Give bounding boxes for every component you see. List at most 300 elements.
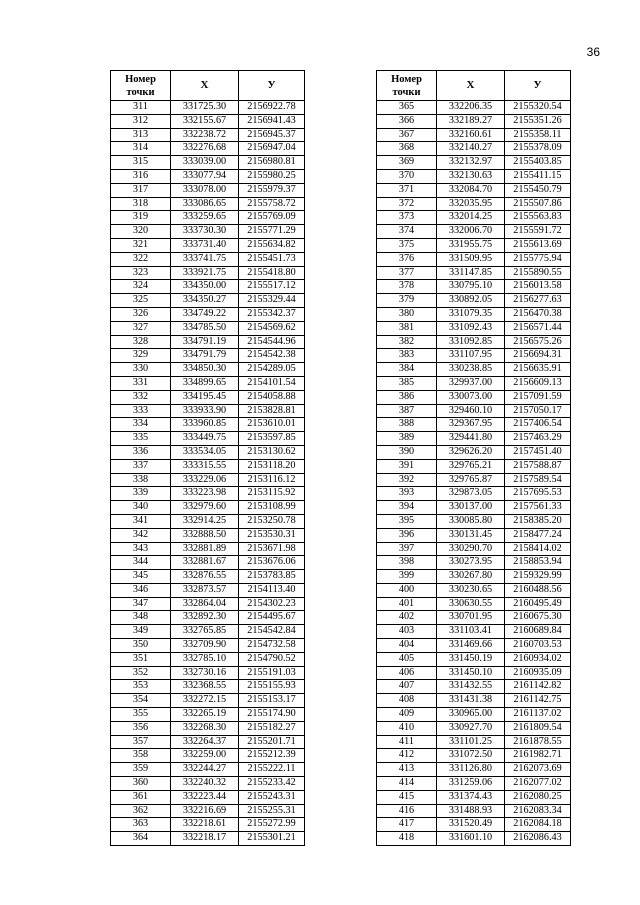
- table-row: [111, 238, 305, 252]
- table-row: [377, 666, 571, 680]
- x-coordinate-cell: 330701.95: [437, 611, 505, 625]
- point-number-cell: 382: [377, 335, 437, 349]
- x-coordinate-cell: 331432.55: [437, 680, 505, 694]
- x-coordinate-cell: 331601.10: [437, 832, 505, 846]
- table-row: [111, 404, 305, 418]
- x-coordinate-cell: 334791.79: [171, 349, 239, 363]
- table-row: [377, 528, 571, 542]
- y-coordinate-cell: 2158385.20: [505, 514, 571, 528]
- x-coordinate-cell: 331509.95: [437, 252, 505, 266]
- y-coordinate-cell: 2155771.29: [239, 225, 305, 239]
- x-coordinate-cell: 330290.70: [437, 542, 505, 556]
- point-number-cell: 334: [111, 418, 171, 432]
- point-number-cell: 326: [111, 307, 171, 321]
- point-number-cell: 336: [111, 445, 171, 459]
- x-coordinate-cell: 333730.30: [171, 225, 239, 239]
- y-coordinate-cell: 2155758.72: [239, 197, 305, 211]
- y-coordinate-cell: 2155775.94: [505, 252, 571, 266]
- coordinates-table-right: [376, 70, 571, 846]
- x-header: X: [437, 71, 505, 101]
- table-row: [377, 680, 571, 694]
- table-row: [377, 363, 571, 377]
- y-coordinate-cell: 2155233.42: [239, 777, 305, 791]
- point-number-cell: 386: [377, 390, 437, 404]
- x-coordinate-cell: 329873.05: [437, 487, 505, 501]
- y-coordinate-cell: 2153115.92: [239, 487, 305, 501]
- point-number-cell: 416: [377, 804, 437, 818]
- y-coordinate-cell: 2157561.33: [505, 501, 571, 515]
- point-number-cell: 412: [377, 749, 437, 763]
- table-row: [377, 294, 571, 308]
- y-coordinate-cell: 2161142.82: [505, 680, 571, 694]
- table-row: [111, 376, 305, 390]
- table-row: [111, 473, 305, 487]
- point-number-cell: 332: [111, 390, 171, 404]
- table-row: [377, 390, 571, 404]
- table-row: [377, 514, 571, 528]
- point-number-cell: 379: [377, 294, 437, 308]
- x-coordinate-cell: 331520.49: [437, 818, 505, 832]
- x-coordinate-cell: 329367.95: [437, 418, 505, 432]
- x-coordinate-cell: 334785.50: [171, 321, 239, 335]
- table-row: [377, 583, 571, 597]
- table-row: [377, 459, 571, 473]
- table-row: [111, 708, 305, 722]
- y-coordinate-cell: 2162084.18: [505, 818, 571, 832]
- table-row: [377, 749, 571, 763]
- y-coordinate-cell: 2156922.78: [239, 101, 305, 115]
- table-row: [111, 307, 305, 321]
- x-coordinate-cell: 332268.30: [171, 721, 239, 735]
- table-row: [377, 156, 571, 170]
- table-row: [377, 694, 571, 708]
- point-number-cell: 369: [377, 156, 437, 170]
- point-number-cell: 367: [377, 128, 437, 142]
- x-coordinate-cell: 330085.80: [437, 514, 505, 528]
- point-number-cell: 389: [377, 432, 437, 446]
- point-number-cell: 378: [377, 280, 437, 294]
- x-coordinate-cell: 330892.05: [437, 294, 505, 308]
- x-coordinate-cell: 331103.41: [437, 625, 505, 639]
- table-row: [111, 335, 305, 349]
- x-coordinate-cell: 333921.75: [171, 266, 239, 280]
- y-coordinate-cell: 2156571.44: [505, 321, 571, 335]
- y-coordinate-cell: 2160703.53: [505, 639, 571, 653]
- y-coordinate-cell: 2153116.12: [239, 473, 305, 487]
- point-number-cell: 388: [377, 418, 437, 432]
- y-coordinate-cell: 2156947.04: [239, 142, 305, 156]
- coordinates-table-left: [110, 70, 305, 846]
- point-number-cell: 400: [377, 583, 437, 597]
- table-row: [111, 749, 305, 763]
- table-row: [377, 818, 571, 832]
- point-number-cell: 329: [111, 349, 171, 363]
- x-coordinate-cell: 333534.05: [171, 445, 239, 459]
- point-number-cell: 347: [111, 597, 171, 611]
- table-row: [377, 432, 571, 446]
- x-coordinate-cell: 331488.93: [437, 804, 505, 818]
- y-coordinate-cell: 2153108.99: [239, 501, 305, 515]
- table-row: [111, 583, 305, 597]
- point-number-cell: 355: [111, 708, 171, 722]
- table-row: [111, 804, 305, 818]
- table-row: [111, 832, 305, 846]
- table-row: [377, 487, 571, 501]
- x-coordinate-cell: 332881.67: [171, 556, 239, 570]
- table-row: [377, 611, 571, 625]
- x-coordinate-cell: 332888.50: [171, 528, 239, 542]
- point-number-cell: 392: [377, 473, 437, 487]
- x-coordinate-cell: 332132.97: [437, 156, 505, 170]
- point-number-header: [377, 71, 437, 101]
- y-coordinate-cell: 2155358.11: [505, 128, 571, 142]
- point-number-cell: 415: [377, 790, 437, 804]
- y-coordinate-cell: 2160935.09: [505, 666, 571, 680]
- point-number-cell: 404: [377, 639, 437, 653]
- y-coordinate-cell: 2161137.02: [505, 708, 571, 722]
- table-row: [111, 211, 305, 225]
- point-number-cell: 383: [377, 349, 437, 363]
- point-number-cell: 417: [377, 818, 437, 832]
- table-row: [377, 238, 571, 252]
- table-row: [111, 225, 305, 239]
- table-row: [377, 114, 571, 128]
- table-row: [111, 625, 305, 639]
- point-number-cell: 345: [111, 570, 171, 584]
- x-coordinate-cell: 331450.19: [437, 652, 505, 666]
- table-row: [377, 183, 571, 197]
- table-row: [111, 790, 305, 804]
- x-coordinate-cell: 331450.10: [437, 666, 505, 680]
- point-number-cell: 365: [377, 101, 437, 115]
- table-row: [377, 777, 571, 791]
- point-number-cell: 323: [111, 266, 171, 280]
- point-number-cell: 330: [111, 363, 171, 377]
- x-coordinate-cell: 333741.75: [171, 252, 239, 266]
- table-row: [377, 404, 571, 418]
- y-header: У: [505, 71, 571, 101]
- table-row: [377, 735, 571, 749]
- table-row: [111, 252, 305, 266]
- point-number-cell: 342: [111, 528, 171, 542]
- point-number-cell: 322: [111, 252, 171, 266]
- point-number-cell: 407: [377, 680, 437, 694]
- table-row: [377, 708, 571, 722]
- y-coordinate-cell: 2155890.55: [505, 266, 571, 280]
- y-coordinate-cell: 2155174.90: [239, 708, 305, 722]
- table-row: [377, 542, 571, 556]
- table-row: [111, 652, 305, 666]
- x-coordinate-cell: 332272.15: [171, 694, 239, 708]
- y-coordinate-cell: 2153610.01: [239, 418, 305, 432]
- point-number-cell: 373: [377, 211, 437, 225]
- point-number-cell: 314: [111, 142, 171, 156]
- x-coordinate-cell: 334350.27: [171, 294, 239, 308]
- point-number-cell: 335: [111, 432, 171, 446]
- y-coordinate-cell: 2155634.82: [239, 238, 305, 252]
- table-body-right: [377, 101, 571, 846]
- point-number-cell: 368: [377, 142, 437, 156]
- table-row: [377, 307, 571, 321]
- y-coordinate-cell: 2157451.40: [505, 445, 571, 459]
- table-row: [111, 694, 305, 708]
- table-row: [377, 266, 571, 280]
- point-number-cell: 364: [111, 832, 171, 846]
- y-coordinate-cell: 2154495.67: [239, 611, 305, 625]
- table-row: [377, 101, 571, 115]
- point-number-cell: 414: [377, 777, 437, 791]
- x-coordinate-cell: 330795.10: [437, 280, 505, 294]
- table-row: [377, 142, 571, 156]
- y-coordinate-cell: 2155351.26: [505, 114, 571, 128]
- point-number-cell: 390: [377, 445, 437, 459]
- table-row: [377, 570, 571, 584]
- table-row: [111, 680, 305, 694]
- y-coordinate-cell: 2155191.03: [239, 666, 305, 680]
- header-label-line2: точки: [126, 86, 155, 98]
- table-row: [377, 639, 571, 653]
- x-coordinate-cell: 331469.66: [437, 639, 505, 653]
- point-number-cell: 316: [111, 169, 171, 183]
- x-coordinate-cell: 332140.27: [437, 142, 505, 156]
- y-coordinate-cell: 2157050.17: [505, 404, 571, 418]
- point-number-cell: 403: [377, 625, 437, 639]
- point-number-cell: 398: [377, 556, 437, 570]
- y-coordinate-cell: 2157588.87: [505, 459, 571, 473]
- x-coordinate-cell: 333933.90: [171, 404, 239, 418]
- table-row: [111, 763, 305, 777]
- table-row: [377, 625, 571, 639]
- table-body-left: [111, 101, 305, 846]
- y-coordinate-cell: 2156945.37: [239, 128, 305, 142]
- table-row: [111, 197, 305, 211]
- table-header-row: [377, 71, 571, 101]
- point-number-cell: 357: [111, 735, 171, 749]
- table-row: [111, 363, 305, 377]
- y-coordinate-cell: 2155342.37: [239, 307, 305, 321]
- table-row: [111, 556, 305, 570]
- y-coordinate-cell: 2155201.71: [239, 735, 305, 749]
- table-row: [377, 225, 571, 239]
- x-coordinate-cell: 333960.85: [171, 418, 239, 432]
- point-number-cell: 391: [377, 459, 437, 473]
- y-coordinate-cell: 2155222.11: [239, 763, 305, 777]
- x-coordinate-cell: 332709.90: [171, 639, 239, 653]
- table-row: [111, 514, 305, 528]
- x-coordinate-cell: 332218.17: [171, 832, 239, 846]
- table-row: [111, 735, 305, 749]
- y-coordinate-cell: 2155411.15: [505, 169, 571, 183]
- point-number-cell: 325: [111, 294, 171, 308]
- y-coordinate-cell: 2161809.54: [505, 721, 571, 735]
- x-coordinate-cell: 330630.55: [437, 597, 505, 611]
- x-coordinate-cell: 332160.61: [437, 128, 505, 142]
- table-row: [111, 445, 305, 459]
- y-coordinate-cell: 2155378.09: [505, 142, 571, 156]
- table-row: [377, 652, 571, 666]
- y-coordinate-cell: 2155563.83: [505, 211, 571, 225]
- y-coordinate-cell: 2155450.79: [505, 183, 571, 197]
- x-coordinate-cell: 330965.00: [437, 708, 505, 722]
- table-row: [111, 183, 305, 197]
- point-number-cell: 333: [111, 404, 171, 418]
- point-number-cell: 321: [111, 238, 171, 252]
- point-number-cell: 328: [111, 335, 171, 349]
- point-number-cell: 318: [111, 197, 171, 211]
- y-coordinate-cell: 2154790.52: [239, 652, 305, 666]
- y-coordinate-cell: 2155517.12: [239, 280, 305, 294]
- x-coordinate-cell: 332189.27: [437, 114, 505, 128]
- y-coordinate-cell: 2155243.31: [239, 790, 305, 804]
- table-row: [111, 280, 305, 294]
- table-row: [377, 349, 571, 363]
- table-row: [377, 501, 571, 515]
- x-coordinate-cell: 333078.00: [171, 183, 239, 197]
- point-number-cell: 396: [377, 528, 437, 542]
- y-header: У: [239, 71, 305, 101]
- x-coordinate-cell: 330137.00: [437, 501, 505, 515]
- y-coordinate-cell: 2158853.94: [505, 556, 571, 570]
- x-coordinate-cell: 332244.27: [171, 763, 239, 777]
- point-number-cell: 351: [111, 652, 171, 666]
- y-coordinate-cell: 2154113.40: [239, 583, 305, 597]
- y-coordinate-cell: 2155418.80: [239, 266, 305, 280]
- y-coordinate-cell: 2153676.06: [239, 556, 305, 570]
- table-row: [111, 777, 305, 791]
- x-coordinate-cell: 331259.06: [437, 777, 505, 791]
- y-coordinate-cell: 2157589.54: [505, 473, 571, 487]
- y-coordinate-cell: 2154569.62: [239, 321, 305, 335]
- y-coordinate-cell: 2155613.69: [505, 238, 571, 252]
- y-coordinate-cell: 2155255.31: [239, 804, 305, 818]
- point-number-cell: 376: [377, 252, 437, 266]
- page-number: 36: [586, 45, 600, 59]
- table-row: [377, 376, 571, 390]
- header-label-line1: Номер: [391, 73, 422, 85]
- y-coordinate-cell: 2161878.55: [505, 735, 571, 749]
- point-number-cell: 317: [111, 183, 171, 197]
- point-number-cell: 384: [377, 363, 437, 377]
- y-coordinate-cell: 2162080.25: [505, 790, 571, 804]
- x-coordinate-cell: 334350.00: [171, 280, 239, 294]
- x-coordinate-cell: 331374.43: [437, 790, 505, 804]
- x-coordinate-cell: 333731.40: [171, 238, 239, 252]
- point-number-cell: 363: [111, 818, 171, 832]
- table-row: [111, 418, 305, 432]
- x-coordinate-cell: 334791.19: [171, 335, 239, 349]
- y-coordinate-cell: 2162077.02: [505, 777, 571, 791]
- y-coordinate-cell: 2153671.98: [239, 542, 305, 556]
- point-number-cell: 358: [111, 749, 171, 763]
- x-coordinate-cell: 332084.70: [437, 183, 505, 197]
- point-number-cell: 381: [377, 321, 437, 335]
- y-coordinate-cell: 2155212.39: [239, 749, 305, 763]
- header-label-line2: точки: [392, 86, 421, 98]
- point-number-cell: 411: [377, 735, 437, 749]
- y-coordinate-cell: 2156609.13: [505, 376, 571, 390]
- y-coordinate-cell: 2156013.58: [505, 280, 571, 294]
- table-row: [111, 459, 305, 473]
- x-coordinate-cell: 331101.25: [437, 735, 505, 749]
- point-number-cell: 360: [111, 777, 171, 791]
- x-coordinate-cell: 331072.50: [437, 749, 505, 763]
- x-coordinate-cell: 332223.44: [171, 790, 239, 804]
- table-row: [111, 169, 305, 183]
- x-coordinate-cell: 333315.55: [171, 459, 239, 473]
- table-row: [377, 280, 571, 294]
- x-coordinate-cell: 331107.95: [437, 349, 505, 363]
- table-row: [111, 432, 305, 446]
- table-row: [377, 721, 571, 735]
- point-number-cell: 397: [377, 542, 437, 556]
- table-row: [377, 473, 571, 487]
- x-coordinate-cell: 330267.80: [437, 570, 505, 584]
- table-row: [111, 156, 305, 170]
- point-number-cell: 350: [111, 639, 171, 653]
- x-coordinate-cell: 332240.32: [171, 777, 239, 791]
- y-coordinate-cell: 2159329.99: [505, 570, 571, 584]
- x-coordinate-cell: 332914.25: [171, 514, 239, 528]
- x-coordinate-cell: 331092.43: [437, 321, 505, 335]
- x-coordinate-cell: 333039.00: [171, 156, 239, 170]
- table-row: [377, 804, 571, 818]
- x-coordinate-cell: 332730.16: [171, 666, 239, 680]
- y-coordinate-cell: 2154544.96: [239, 335, 305, 349]
- point-number-cell: 370: [377, 169, 437, 183]
- table-row: [111, 294, 305, 308]
- x-coordinate-cell: 331955.75: [437, 238, 505, 252]
- table-row: [377, 418, 571, 432]
- x-coordinate-cell: 329765.87: [437, 473, 505, 487]
- point-number-cell: 346: [111, 583, 171, 597]
- x-coordinate-cell: 334749.22: [171, 307, 239, 321]
- x-coordinate-cell: 330238.85: [437, 363, 505, 377]
- point-number-cell: 406: [377, 666, 437, 680]
- y-coordinate-cell: 2157091.59: [505, 390, 571, 404]
- y-coordinate-cell: 2156941.43: [239, 114, 305, 128]
- x-coordinate-cell: 331725.30: [171, 101, 239, 115]
- table-row: [111, 721, 305, 735]
- y-coordinate-cell: 2154732.58: [239, 639, 305, 653]
- x-coordinate-cell: 331092.85: [437, 335, 505, 349]
- point-number-cell: 394: [377, 501, 437, 515]
- x-coordinate-cell: 332014.25: [437, 211, 505, 225]
- table-row: [111, 597, 305, 611]
- y-coordinate-cell: 2158414.02: [505, 542, 571, 556]
- y-coordinate-cell: 2154542.38: [239, 349, 305, 363]
- table-row: [111, 528, 305, 542]
- table-row: [377, 763, 571, 777]
- point-number-cell: 405: [377, 652, 437, 666]
- point-number-cell: 375: [377, 238, 437, 252]
- x-coordinate-cell: 332876.55: [171, 570, 239, 584]
- table-row: [111, 390, 305, 404]
- table-row: [111, 142, 305, 156]
- y-coordinate-cell: 2155507.86: [505, 197, 571, 211]
- y-coordinate-cell: 2155272.99: [239, 818, 305, 832]
- point-number-cell: 361: [111, 790, 171, 804]
- y-coordinate-cell: 2157695.53: [505, 487, 571, 501]
- table-row: [377, 211, 571, 225]
- point-number-cell: 341: [111, 514, 171, 528]
- y-coordinate-cell: 2155329.44: [239, 294, 305, 308]
- y-coordinate-cell: 2154302.23: [239, 597, 305, 611]
- x-coordinate-cell: 332155.67: [171, 114, 239, 128]
- table-row: [111, 487, 305, 501]
- y-coordinate-cell: 2157463.29: [505, 432, 571, 446]
- y-coordinate-cell: 2153130.62: [239, 445, 305, 459]
- x-coordinate-cell: 333259.65: [171, 211, 239, 225]
